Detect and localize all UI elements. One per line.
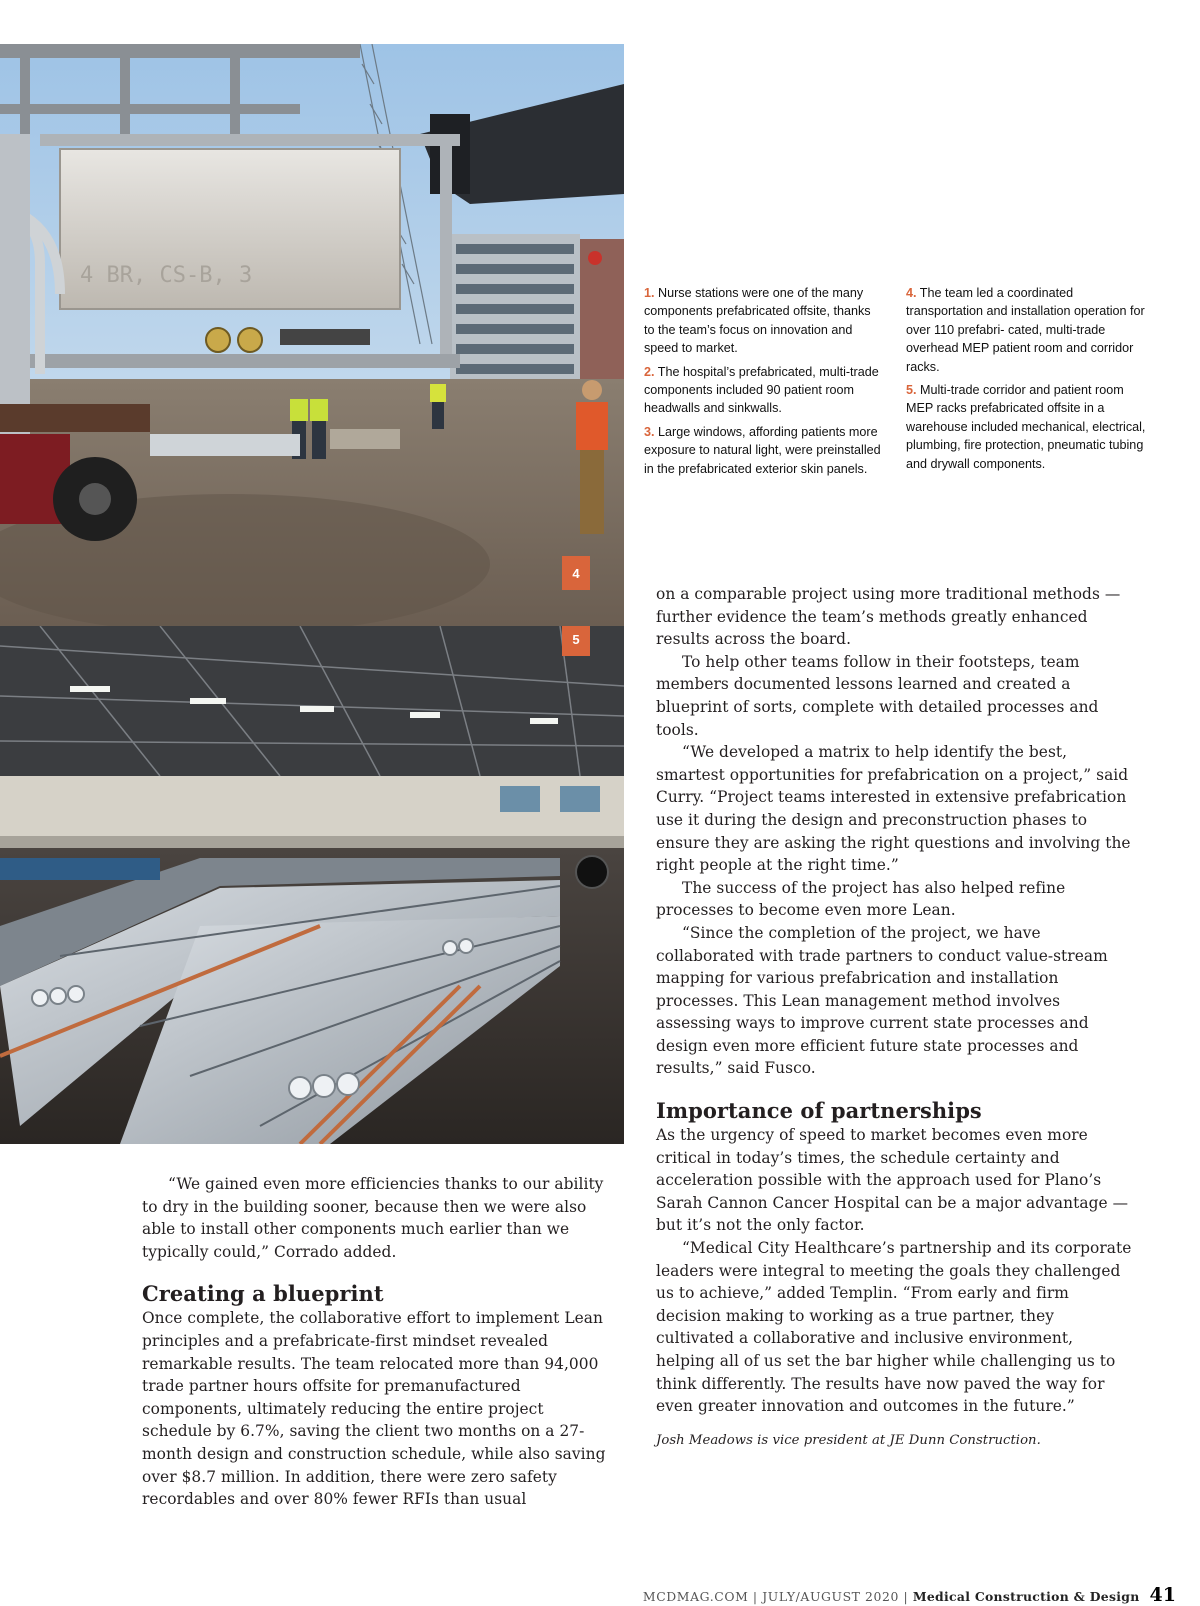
caption-4: 4. The team led a coordinated transportation and installation operation for over 110 prefabri- cated, multi-trade overhead MEP patient room and corridor racks.	[906, 286, 1145, 374]
photo-warehouse-racks	[0, 626, 624, 1144]
warehouse-illustration	[0, 626, 624, 1144]
crane-lift-illustration	[0, 44, 624, 626]
duct-stencil: 4 BR, CS-B, 3	[80, 263, 253, 288]
paragraph: “Medical City Healthcare’s partnership and its corporate leaders were integral to meeting the goals they challenged us to achieve,” added Templin. “From early and firm decision making to working as a true partner, they cultivated a collaborative and inclusive environment, helping all of us set the bar higher while challenging us to think differently. The results have now paved the way for even greater innovation and outcomes in the future.”	[656, 1239, 1132, 1416]
caption-column-left	[644, 284, 884, 483]
author-byline: Josh Meadows is vice president at JE Dunn Construction.	[656, 1432, 1041, 1448]
caption-2: 2. The hospital’s prefabricated, multi-trade components included 90 patient room headwalls and sinkwalls.	[644, 364, 879, 416]
paragraph: The success of the project has also helped refine processes to become even more Lean.	[656, 878, 1066, 920]
caption-3: 3. Large windows, affording patients more exposure to natural light, were preinstalled in the prefabricated exterior skin panels.	[644, 424, 881, 476]
paragraph: on a comparable project using more traditional methods — further evidence the team’s methods greatly enhanced results across the board.	[656, 585, 1121, 649]
caption-column-right	[906, 284, 1146, 478]
right-body-column	[656, 583, 1132, 1452]
footer-publication: Medical Construction & Design	[912, 1589, 1140, 1604]
paragraph: “We gained even more efficiencies thanks to our ability to dry in the building sooner, because then we were also able to install other components much earlier than we typically could,” Corrado added.	[142, 1175, 604, 1261]
section-heading-partnerships: Importance of partnerships	[656, 1098, 982, 1124]
footer-site: MCDMAG.COM	[642, 1589, 749, 1604]
page-number: 41	[1149, 1584, 1176, 1606]
paragraph: “We developed a matrix to help identify the best, smartest opportunities for prefabrication on a project,” said Curry. “Project teams interested in extensive prefabrication use it during the design and preconstruction phases to ensure they are asking the right questions and involving the right people at the right time.”	[656, 743, 1131, 875]
page-footer: MCDMAG.COM | JULY/AUGUST 2020 | Medical Construction & Design 41	[642, 1584, 1176, 1606]
caption-5: 5. Multi-trade corridor and patient room MEP racks prefabricated offsite in a warehouse included mechanical, electrical, plumbing, fire protection, pneumatic tubing and drywall components.	[906, 383, 1146, 471]
caption-1: 1. Nurse stations were one of the many components prefabricated offsite, thanks to the team’s focus on innovation and speed to market.	[644, 286, 871, 356]
section-heading-blueprint: Creating a blueprint	[142, 1281, 384, 1307]
paragraph: “Since the completion of the project, we have collaborated with trade partners to conduct value-stream mapping for various prefabrication and installation processes. This Lean management method involves assessing ways to improve current state processes and design even more efficient future state processes and results,” said Fusco.	[656, 923, 1108, 1078]
photo-crane-installation	[0, 44, 624, 626]
left-body-column	[142, 1173, 612, 1511]
paragraph: Once complete, the collaborative effort to implement Lean principles and a prefabricate-first mindset revealed remarkable results. The team relocated more than 94,000 trade partner hours offsite for premanufactured components, ultimately reducing the entire project schedule by 6.7%, saving the client two months on a 27-month design and construction schedule, while also saving over $8.7 million. In addition, there were zero safety recordables and over 80% fewer RFIs than usual	[142, 1309, 606, 1509]
photo-4-badge: 4	[562, 556, 590, 590]
paragraph: As the urgency of speed to market becomes even more critical in today’s times, the schedule certainty and acceleration possible with the approach used for Plano’s Sarah Cannon Cancer Hospital can be a major advantage — but it’s not the only factor.	[656, 1126, 1129, 1235]
footer-issue: JULY/AUGUST 2020	[762, 1589, 899, 1604]
photo-5-badge: 5	[562, 626, 590, 656]
paragraph: To help other teams follow in their footsteps, team members documented lessons learned and created a blueprint of sorts, complete with detailed processes and tools.	[656, 652, 1099, 739]
